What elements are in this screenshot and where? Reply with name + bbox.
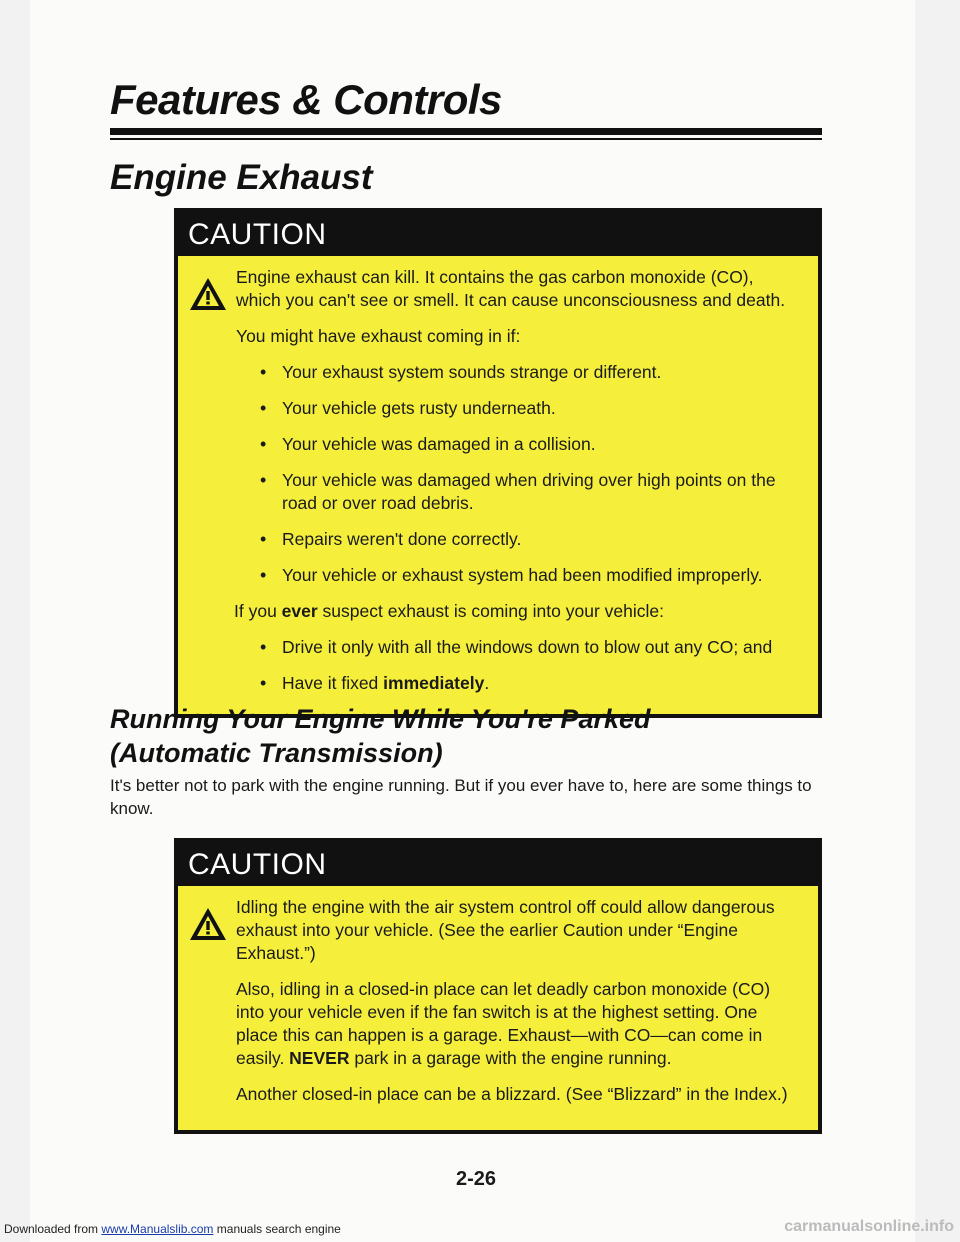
list-item: • Your vehicle was damaged in a collision.	[282, 433, 798, 456]
idling-para-3: Another closed-in place can be a blizzard. (See “Blizzard” in the Index.)	[236, 1084, 788, 1104]
running-engine-paragraph: It's better not to park with the engine running. But if you ever have to, here are some things to know.	[110, 776, 812, 818]
caution-body	[178, 886, 818, 1106]
caution-list-intro: You might have exhaust coming in if:	[236, 326, 521, 346]
para2-emphasis: NEVER	[289, 1048, 350, 1068]
list-item: • Your vehicle or exhaust system had been modified improperly.	[282, 564, 798, 587]
caution-label: CAUTION	[188, 848, 327, 881]
manualslib-link[interactable]: www.Manualslib.com	[101, 1222, 214, 1236]
para2-suffix: park in a garage with the engine running.	[349, 1048, 672, 1068]
caution-if-line	[234, 600, 798, 623]
exhaust-sign-list	[236, 361, 798, 587]
download-footer	[4, 1222, 341, 1236]
idling-para-1: Idling the engine with the air system control off could allow dangerous exhaust into your vehicle. (See the earlier Caution under “Engine Exhaust.”)	[236, 897, 775, 963]
header-rule-thin	[110, 138, 822, 140]
watermark: carmanualsonline.info	[784, 1218, 954, 1235]
footer-prefix: Downloaded from	[4, 1222, 102, 1236]
action-suffix: .	[484, 673, 490, 693]
if-prefix: If you	[234, 601, 282, 621]
section-title: Features & Controls	[110, 76, 502, 123]
list-item: • Your exhaust system sounds strange or different.	[282, 361, 798, 384]
list-item: • Repairs weren't done correctly.	[282, 528, 798, 551]
idling-para-2	[236, 978, 798, 1070]
warning-triangle-icon	[188, 276, 228, 312]
if-emphasis: ever	[281, 601, 318, 621]
caution-body	[178, 256, 818, 695]
caution-label: CAUTION	[188, 218, 327, 251]
list-item: • Your vehicle was damaged when driving over high points on the road or over road debris.	[282, 469, 798, 515]
caution-bar	[178, 212, 818, 256]
exhaust-action-list	[236, 636, 798, 695]
caution-bar	[178, 842, 818, 886]
caution-box-engine-exhaust	[174, 208, 822, 718]
list-item: • Your vehicle gets rusty underneath.	[282, 397, 798, 420]
para2-prefix: Also, idling in a closed-in place can let deadly carbon monoxide (CO) into your vehicle even if the fan switch is at the highest setting. One place this can happen is a garage. Exhaust—with CO—can come in easily.	[236, 979, 771, 1068]
footer-suffix: manuals search engine	[213, 1222, 341, 1236]
header-rule	[110, 128, 822, 135]
action-prefix: Have it fixed	[282, 673, 384, 693]
running-engine-heading-line1: Running Your Engine While You're Parked	[110, 704, 651, 734]
list-item: • Drive it only with all the windows down to blow out any CO; and	[282, 636, 798, 659]
caution-intro: Engine exhaust can kill. It contains the gas carbon monoxide (CO), which you can't see or smell. It can cause unconsciousness and death.	[236, 267, 786, 310]
page-number: 2-26	[456, 1168, 497, 1190]
list-item	[282, 672, 798, 695]
running-engine-heading-line2: (Automatic Transmission)	[110, 738, 443, 768]
if-suffix: suspect exhaust is coming into your vehicle:	[317, 601, 664, 621]
action-emphasis: immediately	[383, 673, 485, 693]
caution-box-idling	[174, 838, 822, 1134]
engine-exhaust-heading: Engine Exhaust	[110, 158, 373, 197]
warning-triangle-icon	[188, 906, 228, 942]
